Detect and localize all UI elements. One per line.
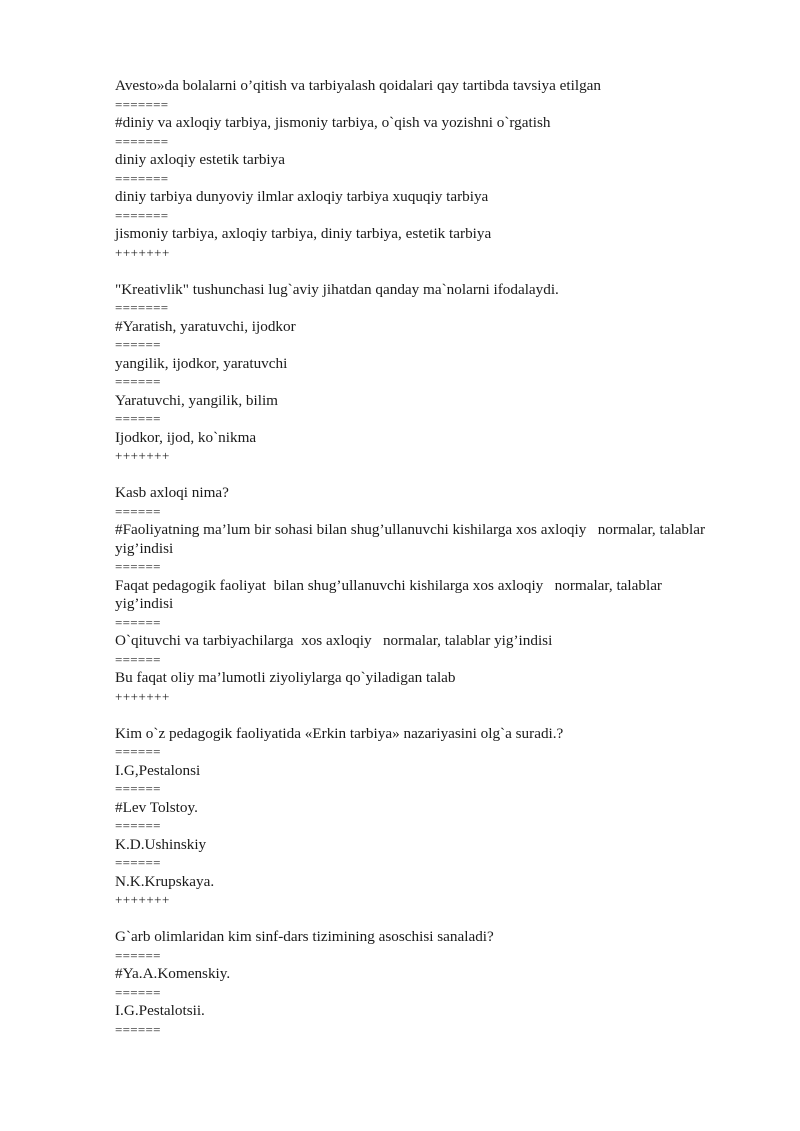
answer-separator: ======: [115, 781, 161, 796]
answer-option: Yaratuvchi, yangilik, bilim: [115, 391, 278, 409]
block-spacer: [115, 466, 755, 485]
answer-option: diniy tarbiya dunyoviy ilmlar axloqiy tarbiya xuquqiy tarbiya: [115, 188, 489, 205]
block-spacer: [115, 262, 755, 281]
question-text: "Kreativlik" tushunchasi lug`aviy jihatdan qanday ma`nolarni ifodalaydi.: [115, 280, 559, 298]
block-end-marker: +++++++: [115, 448, 170, 463]
block-spacer: [115, 910, 755, 929]
answer-option: yangilik, ijodkor, yaratuvchi: [115, 354, 288, 372]
answer-separator: ======: [115, 614, 161, 630]
answer-separator: ======: [115, 503, 161, 519]
correct-answer-option: #diniy va axloqiy tarbiya, jismoniy tarbiya, o`qish va yozishni o`rgatish: [115, 114, 551, 131]
answer-option: Bu faqat oliy ma’lumotli ziyoliylarga qo`yiladigan talab: [115, 669, 456, 686]
answer-option: jismoniy tarbiya, axloqiy tarbiya, diniy tarbiya, estetik tarbiya: [115, 225, 492, 242]
answer-separator: ======: [115, 651, 161, 667]
correct-answer-option: #Lev Tolstoy.: [115, 798, 198, 816]
answer-option: I.G,Pestalonsi: [115, 761, 201, 779]
answer-separator: ======: [115, 855, 161, 870]
answer-option: N.K.Krupskaya.: [115, 872, 215, 890]
block-end-marker: +++++++: [115, 244, 170, 260]
answer-separator: ======: [115, 744, 161, 759]
answer-separator: =======: [115, 96, 169, 112]
block-spacer: [115, 706, 755, 725]
question-text: Kim o`z pedagogik faoliyatida «Erkin tarbiya» nazariyasini olg`a suradi.?: [115, 724, 564, 742]
block-end-marker: +++++++: [115, 688, 170, 704]
answer-separator: =======: [115, 170, 169, 186]
correct-answer-option: #Yaratish, yaratuvchi, ijodkor: [115, 317, 296, 335]
answer-option: K.D.Ushinskiy: [115, 835, 207, 853]
question-block: [115, 928, 755, 1039]
answer-option: Faqat pedagogik faoliyat bilan shug’ullanuvchi kishilarga xos axloqiy normalar, talablar yig’indisi: [115, 576, 662, 612]
question-block: [115, 77, 755, 262]
correct-answer-option: #Ya.A.Komenskiy.: [115, 965, 231, 982]
question-text: Kasb axloqi nima?: [115, 484, 229, 501]
answer-option: Ijodkor, ijod, ko`nikma: [115, 428, 257, 446]
correct-answer-option: #Faoliyatning ma’lum bir sohasi bilan shug’ullanuvchi kishilarga xos axloqiy normalar, talablar yig’indisi: [115, 521, 709, 557]
answer-separator: ======: [115, 984, 161, 1000]
question-text: Avesto»da bolalarni o’qitish va tarbiyalash qoidalari qay tartibda tavsiya etilgan: [115, 77, 601, 94]
answer-separator: ======: [115, 337, 161, 352]
answer-option: O`qituvchi va tarbiyachilarga xos axloqiy normalar, talablar yig’indisi: [115, 632, 553, 649]
answer-separator: =======: [115, 207, 169, 223]
block-end-marker: +++++++: [115, 892, 170, 907]
answer-separator: ======: [115, 947, 161, 963]
answer-separator: ======: [115, 818, 161, 833]
question-block: [115, 484, 755, 706]
question-block: [115, 725, 755, 910]
answer-separator: ======: [115, 411, 161, 426]
question-text: G`arb olimlaridan kim sinf-dars tizimining asoschisi sanaladi?: [115, 928, 494, 945]
answer-separator: ======: [115, 559, 161, 574]
document-body: [115, 77, 755, 1039]
answer-separator: ======: [115, 1021, 161, 1037]
answer-separator: =======: [115, 133, 169, 149]
answer-option: diniy axloqiy estetik tarbiya: [115, 151, 285, 168]
answer-separator: ======: [115, 374, 161, 389]
answer-separator: =======: [115, 300, 169, 315]
answer-option: I.G.Pestalotsii.: [115, 1002, 205, 1019]
question-block: [115, 281, 755, 466]
